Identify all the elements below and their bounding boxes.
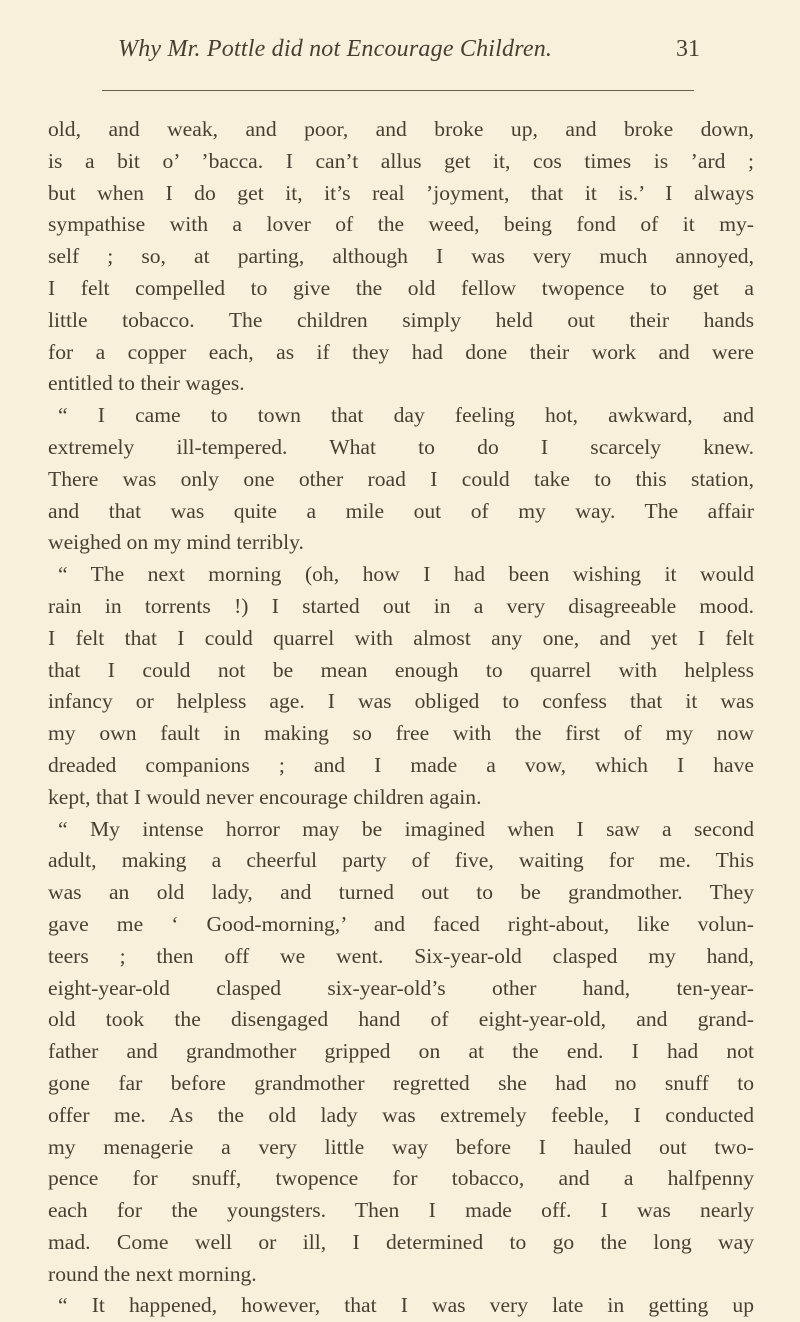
text-line: old, and weak, and poor, and broke up, and broke down, bbox=[48, 117, 754, 141]
text-line: my menagerie a very little way before I hauled out two- bbox=[48, 1134, 754, 1159]
text-line: infancy or helpless age. I was obliged to confess that it was bbox=[48, 689, 754, 714]
text-line: entitled to their wages. bbox=[48, 371, 245, 396]
header-rule bbox=[102, 90, 694, 91]
text-line: for a copper each, as if they had done their work and were bbox=[48, 339, 754, 364]
text-line: is a bit o’ ’bacca. I can’t allus get it, cos times is ’ard ; bbox=[48, 148, 754, 173]
text-line: but when I do get it, it’s real ’joyment, that it is.’ I always bbox=[48, 180, 754, 205]
text-line: round the next morning. bbox=[48, 1261, 257, 1286]
text-line: each for the youngsters. Then I made off. I was nearly bbox=[48, 1198, 754, 1223]
text-line: father and grandmother gripped on at the end. I had not bbox=[48, 1039, 754, 1064]
text-line: that I could not be mean enough to quarrel with helpless bbox=[48, 657, 754, 682]
paragraph bbox=[48, 814, 754, 1291]
text-line: “ My intense horror may be imagined when I saw a second bbox=[58, 816, 754, 841]
paragraph bbox=[48, 114, 754, 400]
text-line: dreaded companions ; and I made a vow, which I have bbox=[48, 752, 754, 777]
text-line: little tobacco. The children simply held out their hands bbox=[48, 307, 754, 332]
text-line: “ I came to town that day feeling hot, awkward, and bbox=[58, 403, 754, 428]
paragraph bbox=[48, 400, 754, 559]
text-line: my own fault in making so free with the first of my now bbox=[48, 721, 754, 746]
text-line: “ The next morning (oh, how I had been wishing it would bbox=[58, 562, 754, 587]
paragraph bbox=[48, 559, 754, 813]
text-line: There was only one other road I could take to this station, bbox=[48, 466, 754, 491]
text-line: pence for snuff, twopence for tobacco, and a halfpenny bbox=[48, 1166, 754, 1191]
running-title: Why Mr. Pottle did not Encourage Children. bbox=[118, 36, 553, 62]
text-line: adult, making a cheerful party of five, waiting for me. This bbox=[48, 848, 754, 873]
text-line: gone far before grandmother regretted she had no snuff to bbox=[48, 1070, 754, 1095]
text-line: eight-year-old clasped six-year-old’s other hand, ten-year- bbox=[48, 975, 754, 1000]
text-line: offer me. As the old lady was extremely feeble, I conducted bbox=[48, 1102, 754, 1127]
text-line: sympathise with a lover of the weed, being fond of it my- bbox=[48, 212, 754, 237]
text-line: teers ; then off we went. Six-year-old clasped my hand, bbox=[48, 943, 754, 968]
text-line: was an old lady, and turned out to be grandmother. They bbox=[48, 880, 754, 905]
paragraph bbox=[48, 1290, 754, 1322]
text-line: I felt compelled to give the old fellow twopence to get a bbox=[48, 275, 754, 300]
text-line: mad. Come well or ill, I determined to go the long way bbox=[48, 1229, 754, 1254]
text-line: old took the disengaged hand of eight-year-old, and grand- bbox=[48, 1007, 754, 1032]
text-line: weighed on my mind terribly. bbox=[48, 530, 304, 555]
text-line: extremely ill-tempered. What to do I scarcely knew. bbox=[48, 434, 754, 459]
page-number: 31 bbox=[676, 36, 700, 62]
text-line: kept, that I would never encourage children again. bbox=[48, 784, 482, 809]
text-line: self ; so, at parting, although I was very much annoyed, bbox=[48, 244, 754, 269]
text-line: “ It happened, however, that I was very late in getting up bbox=[58, 1293, 754, 1318]
text-line: gave me ‘ Good-morning,’ and faced right-about, like volun- bbox=[48, 911, 754, 936]
body-text bbox=[48, 114, 754, 1322]
text-line: rain in torrents !) I started out in a very disagreeable mood. bbox=[48, 593, 754, 618]
text-line: and that was quite a mile out of my way. The affair bbox=[48, 498, 754, 523]
page-header bbox=[118, 36, 700, 66]
text-line: I felt that I could quarrel with almost any one, and yet I felt bbox=[48, 625, 754, 650]
